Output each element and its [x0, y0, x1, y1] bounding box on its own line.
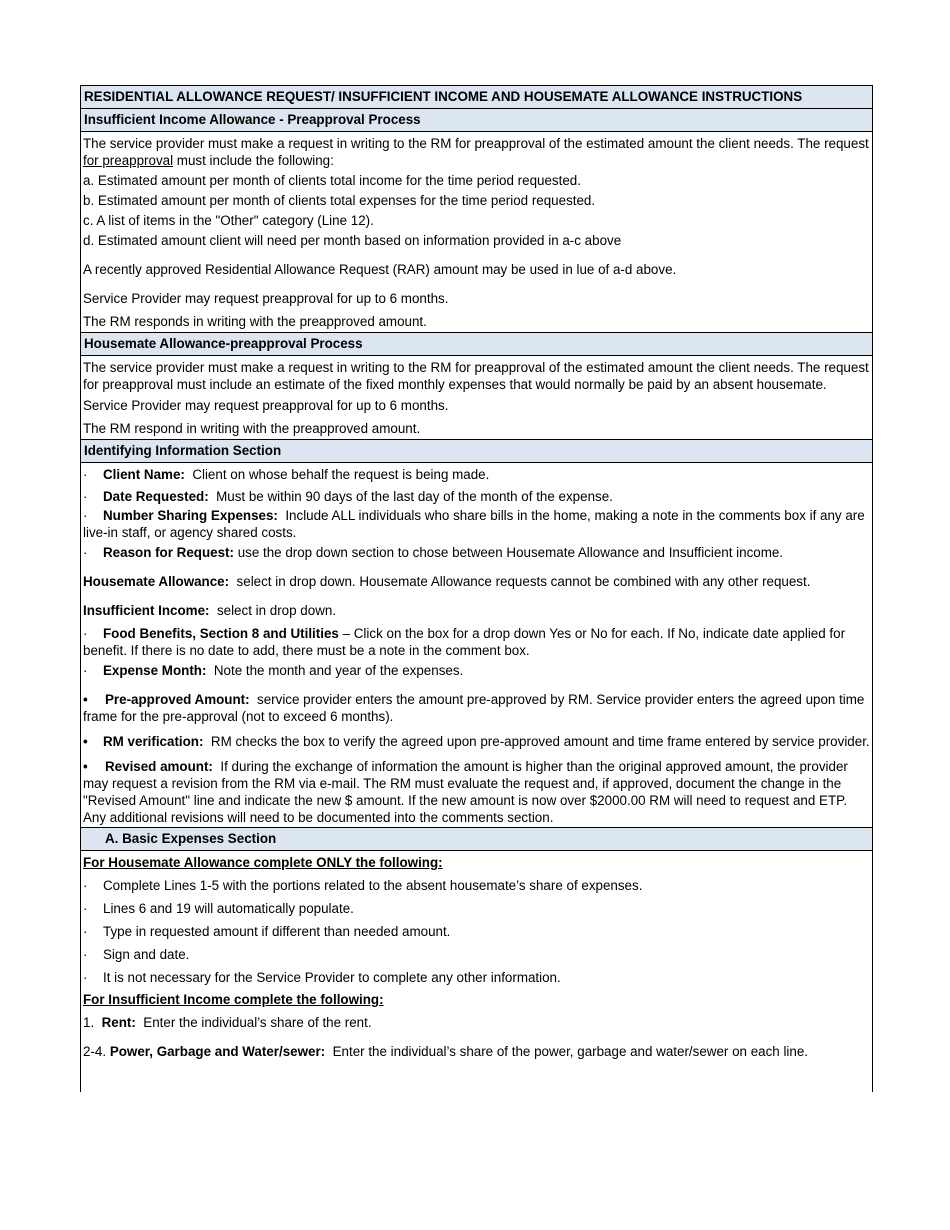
reason-row: · Reason for Request: use the drop down section to chose between Housemate Allowance and Insufficient income. [83, 545, 784, 560]
number-sharing-row: · Number Sharing Expenses: Include ALL individuals who share bills in the home, making a note in the comments box if any are live-in staff, or agency shared costs. [83, 508, 865, 540]
document-title: RESIDENTIAL ALLOWANCE REQUEST/ INSUFFICIENT INCOME AND HOUSEMATE ALLOWANCE INSTRUCTIONS [80, 85, 873, 109]
housemate-intro: The service provider must make a request in writing to the RM for preapproval of the estimated amount the client needs. The request for preapproval must include an estimate of the fixed monthly expenses that would normally be paid by an absent housemate. [83, 360, 869, 392]
insufficient-income-row: Insufficient Income: select in drop down. [83, 603, 337, 618]
housemate-rm-note: The RM respond in writing with the preapproved amount. [83, 421, 421, 436]
for-preapproval-underlined: for preapproval [83, 153, 174, 168]
months-note: Service Provider may request preapproval for up to 6 months. [83, 291, 449, 306]
housemate-item-3: · Type in requested amount if different than needed amount. [83, 924, 451, 939]
housemate-months-note: Service Provider may request preapproval for up to 6 months. [83, 398, 449, 413]
insufficient-income-preapproval-header: Insufficient Income Allowance - Preapproval Process [80, 109, 873, 132]
housemate-allowance-row: Housemate Allowance: select in drop down. Housemate Allowance requests cannot be combined with any other request. [83, 574, 811, 589]
insufficient-complete-heading: For Insufficient Income complete the following: [83, 992, 384, 1007]
client-name-row: · Client Name: Client on whose behalf the request is being made. [83, 467, 490, 482]
insufficient-income-preapproval-body [80, 132, 873, 333]
power-garbage-water-row: 2-4. Power, Garbage and Water/sewer: Enter the individual’s share of the power, garbage and water/sewer on each line. [83, 1044, 809, 1059]
identifying-info-header: Identifying Information Section [80, 440, 873, 463]
housemate-complete-heading: For Housemate Allowance complete ONLY the following: [83, 855, 443, 870]
preapproved-amount-row: • Pre-approved Amount: service provider enters the amount pre-approved by RM. Service provider enters the agreed upon time frame for the pre-approval (not to exceed 6 months). [83, 692, 865, 724]
insufficient-intro: The service provider must make a request in writing to the RM for preapproval of the estimated amount the client needs. The request for preapproval must include the following: [83, 136, 869, 168]
item-b: b. Estimated amount per month of clients total expenses for the time period requested. [83, 193, 596, 208]
housemate-item-2: · Lines 6 and 19 will automatically populate. [83, 901, 354, 916]
rm-verification-row: • RM verification: RM checks the box to verify the agreed upon pre-approved amount and time frame entered by service provider. [83, 734, 870, 749]
item-c: c. A list of items in the "Other" category (Line 12). [83, 213, 374, 228]
rm-note: The RM responds in writing with the preapproved amount. [83, 314, 427, 329]
date-requested-row: · Date Requested: Must be within 90 days of the last day of the month of the expense. [83, 489, 613, 504]
housemate-item-1: · Complete Lines 1-5 with the portions related to the absent housemate’s share of expenses. [83, 878, 643, 893]
expense-month-row: · Expense Month: Note the month and year of the expenses. [83, 663, 464, 678]
revised-amount-row: • Revised amount: If during the exchange of information the amount is higher than the original approved amount, the provider may request a revision from the RM via e-mail. The RM must evaluate the request and, if approved, document the change in the "Revised Amount" line and indicate the new $ amount. If the new amount is now over $2000.00 RM will need to request and ETP. Any additional revisions will need to be documented into the comments section. [83, 759, 848, 825]
housemate-preapproval-body [80, 356, 873, 440]
housemate-item-4: · Sign and date. [83, 947, 190, 962]
rar-note: A recently approved Residential Allowance Request (RAR) amount may be used in lue of a-d above. [83, 262, 677, 277]
basic-expenses-header: A. Basic Expenses Section [80, 828, 873, 851]
instructions-sheet [80, 85, 873, 1092]
item-d: d. Estimated amount client will need per month based on information provided in a-c above [83, 233, 622, 248]
item-a: a. Estimated amount per month of clients total income for the time period requested. [83, 173, 581, 188]
identifying-info-body [80, 463, 873, 828]
basic-expenses-body [80, 851, 873, 1092]
food-benefits-row: · Food Benefits, Section 8 and Utilities – Click on the box for a drop down Yes or No for each. If No, indicate date applied for benefit. If there is no date to add, there must be a note in the comment box. [83, 626, 846, 658]
rent-row: 1. Rent: Enter the individual’s share of the rent. [83, 1015, 372, 1030]
housemate-preapproval-header: Housemate Allowance-preapproval Process [80, 333, 873, 356]
housemate-item-5: · It is not necessary for the Service Provider to complete any other information. [83, 970, 561, 985]
